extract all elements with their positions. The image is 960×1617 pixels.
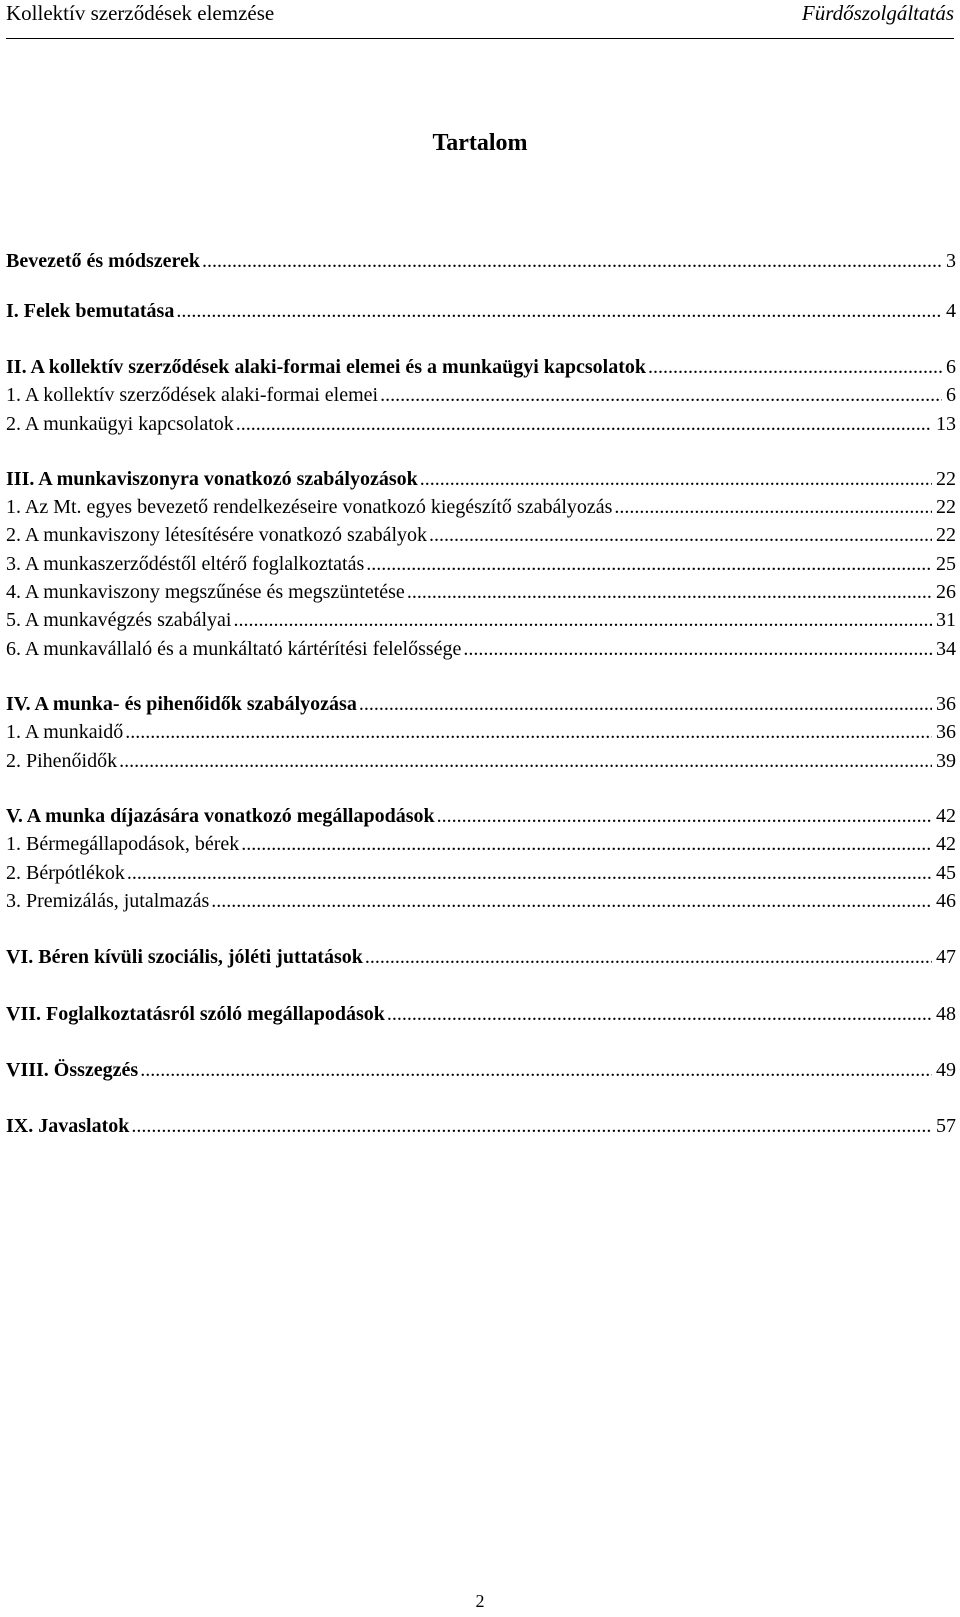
toc-leader-dots xyxy=(359,690,932,718)
toc-leader-dots xyxy=(648,353,942,381)
toc-entry-label: 3. Premizálás, jutalmazás xyxy=(6,890,210,912)
toc-entry-label: 6. A munkavállaló és a munkáltató kártérítési felelőssége xyxy=(6,638,462,660)
toc-leader-dots xyxy=(365,943,932,971)
toc-entry-page-number: 26 xyxy=(936,581,956,603)
toc-leader-dots xyxy=(234,606,933,634)
toc-entry-page-number: 6 xyxy=(946,356,956,378)
toc-entry-label: 1. A kollektív szerződések alaki-formai elemei xyxy=(6,384,379,406)
toc-entry-label: VIII. Összegzés xyxy=(6,1059,139,1081)
toc-entry[interactable] xyxy=(6,943,956,971)
toc-entry-page-number: 13 xyxy=(936,413,956,435)
toc-entry-label: VI. Béren kívüli szociális, jóléti juttatások xyxy=(6,946,363,968)
toc-entry[interactable] xyxy=(6,493,956,521)
toc-entry[interactable] xyxy=(6,718,956,746)
toc-entry-label: II. A kollektív szerződések alaki-formai elemei és a munkaügyi kapcsolatok xyxy=(6,356,646,378)
toc-entry-page-number: 36 xyxy=(936,693,956,715)
toc-entry[interactable] xyxy=(6,353,956,381)
toc-entry-label: I. Felek bemutatása xyxy=(6,300,175,322)
toc-leader-dots xyxy=(387,1000,932,1028)
toc-leader-dots xyxy=(125,718,932,746)
toc-leader-dots xyxy=(131,1112,932,1140)
toc-entry-page-number: 47 xyxy=(936,946,956,968)
toc-entry-page-number: 39 xyxy=(936,750,956,772)
toc-leader-dots xyxy=(366,550,932,578)
toc-entry-page-number: 42 xyxy=(936,805,956,827)
toc-entry-page-number: 48 xyxy=(936,1003,956,1025)
toc-entry-label: IV. A munka- és pihenőidők szabályozása xyxy=(6,693,357,715)
toc-entry-page-number: 25 xyxy=(936,553,956,575)
toc-leader-dots xyxy=(211,887,932,915)
toc-entry[interactable] xyxy=(6,578,956,606)
toc-entry-label: V. A munka díjazására vonatkozó megállapodások xyxy=(6,805,435,827)
toc-entry-page-number: 42 xyxy=(936,833,956,855)
toc-entry-page-number: 31 xyxy=(936,609,956,631)
toc-entry-page-number: 36 xyxy=(936,721,956,743)
toc-entry[interactable] xyxy=(6,1112,956,1140)
toc-entry[interactable] xyxy=(6,747,956,775)
toc-entry-label: 1. Bérmegállapodások, bérek xyxy=(6,833,240,855)
toc-entry[interactable] xyxy=(6,381,956,409)
toc-entry[interactable] xyxy=(6,635,956,663)
toc-entry-label: 2. Bérpótlékok xyxy=(6,862,125,884)
toc-entry[interactable] xyxy=(6,606,956,634)
toc-entry-page-number: 22 xyxy=(936,496,956,518)
toc-entry-label: Bevezető és módszerek xyxy=(6,250,201,272)
toc-leader-dots xyxy=(429,521,932,549)
toc-leader-dots xyxy=(119,747,932,775)
toc-entry[interactable] xyxy=(6,247,956,275)
toc-entry-label: VII. Foglalkoztatásról szóló megállapodások xyxy=(6,1003,385,1025)
toc-entry-page-number: 34 xyxy=(936,638,956,660)
toc-leader-dots xyxy=(241,830,932,858)
toc-leader-dots xyxy=(176,297,942,325)
toc-leader-dots xyxy=(407,578,932,606)
toc-entry-page-number: 49 xyxy=(936,1059,956,1081)
toc-entry[interactable] xyxy=(6,521,956,549)
toc-entry-page-number: 45 xyxy=(936,862,956,884)
toc-leader-dots xyxy=(463,635,932,663)
page-number: 2 xyxy=(475,1591,485,1611)
toc-entry-label: 5. A munkavégzés szabályai xyxy=(6,609,232,631)
toc-entry[interactable] xyxy=(6,830,956,858)
toc-entry-label: IX. Javaslatok xyxy=(6,1115,130,1137)
toc-entry-page-number: 6 xyxy=(946,384,956,406)
toc-entry[interactable] xyxy=(6,1056,956,1084)
toc-entry-page-number: 22 xyxy=(936,524,956,546)
toc-leader-dots xyxy=(420,465,932,493)
toc-leader-dots xyxy=(614,493,932,521)
toc-entry-label: III. A munkaviszonyra vonatkozó szabályozások xyxy=(6,468,418,490)
toc-entry[interactable] xyxy=(6,802,956,830)
toc-leader-dots xyxy=(127,859,932,887)
toc-title: Tartalom xyxy=(432,130,528,156)
toc-entry[interactable] xyxy=(6,690,956,718)
toc-entry[interactable] xyxy=(6,410,956,438)
toc-entry-label: 3. A munkaszerződéstől eltérő foglalkoztatás xyxy=(6,553,365,575)
toc-entry-label: 1. Az Mt. egyes bevezető rendelkezéseire vonatkozó kiegészítő szabályozás xyxy=(6,496,613,518)
toc-entry[interactable] xyxy=(6,887,956,915)
toc-leader-dots xyxy=(437,802,932,830)
toc-entry-page-number: 4 xyxy=(946,300,956,322)
toc-leader-dots xyxy=(380,381,942,409)
toc-entry-page-number: 46 xyxy=(936,890,956,912)
toc-leader-dots xyxy=(236,410,932,438)
toc-leader-dots xyxy=(140,1056,932,1084)
header-section-title: Fürdőszolgáltatás xyxy=(801,1,954,25)
toc-entry-label: 2. Pihenőidők xyxy=(6,750,118,772)
toc-entry-page-number: 3 xyxy=(946,250,956,272)
toc-entry[interactable] xyxy=(6,1000,956,1028)
toc-entry[interactable] xyxy=(6,297,956,325)
toc-leader-dots xyxy=(202,247,942,275)
toc-entry[interactable] xyxy=(6,550,956,578)
toc-entry-page-number: 57 xyxy=(936,1115,956,1137)
toc-entry-page-number: 22 xyxy=(936,468,956,490)
toc-entry-label: 2. A munkaügyi kapcsolatok xyxy=(6,413,234,435)
toc-entry[interactable] xyxy=(6,465,956,493)
toc-entry-label: 2. A munkaviszony létesítésére vonatkozó szabályok xyxy=(6,524,428,546)
toc-entry[interactable] xyxy=(6,859,956,887)
header-document-title: Kollektív szerződések elemzése xyxy=(6,1,275,25)
toc-entry-label: 4. A munkaviszony megszűnése és megszüntetése xyxy=(6,581,405,603)
toc-entry-label: 1. A munkaidő xyxy=(6,721,124,743)
